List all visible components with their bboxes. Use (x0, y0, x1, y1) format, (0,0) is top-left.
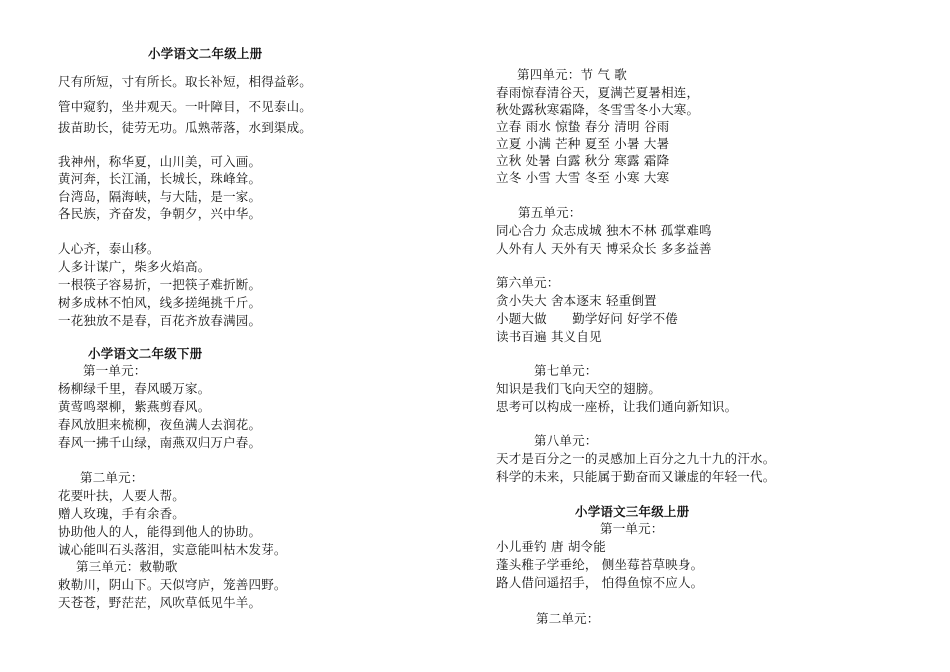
text-line: 天苍苍，野茫茫，风吹草低见牛羊。 (58, 595, 262, 610)
text-line: 小题大做 勤学好问 好学不倦 (496, 311, 678, 326)
section-title-grade2-vol2: 小学语文二年级下册 (88, 346, 203, 361)
text-line: 诚心能叫石头落泪，实意能叫枯木发芽。 (58, 542, 287, 557)
text-line: 科学的未来，只能属于勤奋而又谦虚的年轻一代。 (496, 469, 776, 484)
section-title-grade3-vol1: 小学语文三年级上册 (575, 504, 690, 519)
text-line: 路人借问遥招手， 怕得鱼惊不应人。 (496, 575, 704, 590)
unit-heading: 第五单元： (518, 205, 582, 220)
text-line: 黄莺鸣翠柳，紫燕剪春风。 (58, 399, 211, 414)
text-line: 蓬头稚子学垂纶， 侧坐莓苔草映身。 (496, 557, 704, 572)
text-line: 立春 雨水 惊蛰 春分 清明 谷雨 (496, 119, 670, 134)
text-line: 我神州，称华夏，山川美，可入画。 (58, 154, 262, 169)
text-line: 秋处露秋寒霜降，冬雪雪冬小大寒。 (496, 102, 700, 117)
text-line: 同心合力 众志成城 独木不林 孤掌难鸣 (496, 223, 712, 238)
text-line: 黄河奔，长江涌，长城长，珠峰耸。 (58, 171, 262, 186)
unit-heading: 第三单元：敕勒歌 (76, 559, 178, 574)
text-line: 树多成林不怕风，线多搓绳挑千斤。 (58, 295, 262, 310)
text-line: 立秋 处暑 白露 秋分 寒露 霜降 (496, 153, 670, 168)
text-line: 春雨惊春清谷天，夏满芒夏暑相连， (496, 85, 700, 100)
text-line: 人外有人 天外有天 博采众长 多多益善 (496, 241, 712, 256)
text-line: 春风放胆来梳柳，夜鱼满人去润花。 (58, 417, 262, 432)
text-line: 小儿垂钓 唐 胡令能 (496, 539, 606, 554)
text-line: 人心齐，泰山移。 (58, 241, 160, 256)
text-line: 人多计谋广，柴多火焰高。 (58, 259, 211, 274)
text-line: 台湾岛，隔海峡，与大陆，是一家。 (58, 189, 262, 204)
text-line: 敕勒川，阴山下。天似穹庐，笼善四野。 (58, 577, 287, 592)
text-line: 思考可以构成一座桥，让我们通向新知识。 (496, 399, 738, 414)
text-line: 管中窥豹，坐井观天。一叶障目，不见泰山。 (58, 99, 313, 114)
unit-heading: 第一单元： (600, 521, 664, 536)
text-line: 协助他人的人，能得到他人的协助。 (58, 524, 262, 539)
unit-heading: 第二单元： (536, 611, 600, 626)
text-line: 天才是百分之一的灵感加上百分之九十九的汗水。 (496, 451, 776, 466)
text-line: 知识是我们飞向天空的翅膀。 (496, 381, 662, 396)
section-title-grade2-vol1: 小学语文二年级上册 (148, 46, 263, 61)
text-line: 拔苗助长，徒劳无功。瓜熟蒂落，水到渠成。 (58, 120, 313, 135)
text-line: 一花独放不是春，百花齐放春满园。 (58, 313, 262, 328)
unit-heading: 第八单元： (534, 433, 598, 448)
unit-heading: 第四单元：节 气 歌 (517, 67, 627, 82)
text-line: 立冬 小雪 大雪 冬至 小寒 大寒 (496, 170, 670, 185)
text-line: 读书百遍 其义自见 (496, 329, 602, 344)
text-line: 杨柳绿千里，春风暖万家。 (58, 381, 211, 396)
text-line: 春风一拂千山绿，南燕双归万户春。 (58, 435, 262, 450)
text-line: 立夏 小满 芒种 夏至 小暑 大暑 (496, 136, 670, 151)
text-line: 花要叶扶，人要人帮。 (58, 488, 186, 503)
text-line: 尺有所短，寸有所长。取长补短，相得益彰。 (58, 74, 313, 89)
unit-heading: 第二单元： (80, 470, 144, 485)
unit-heading: 第七单元： (534, 363, 598, 378)
unit-heading: 第一单元： (83, 363, 147, 378)
text-line: 赠人玫瑰，手有余香。 (58, 506, 186, 521)
text-line: 贪小失大 舍本逐末 轻重倒置 (496, 293, 657, 308)
text-line: 一根筷子容易折，一把筷子难折断。 (58, 277, 262, 292)
unit-heading: 第六单元： (496, 275, 560, 290)
text-line: 各民族，齐奋发，争朝夕，兴中华。 (58, 206, 262, 221)
